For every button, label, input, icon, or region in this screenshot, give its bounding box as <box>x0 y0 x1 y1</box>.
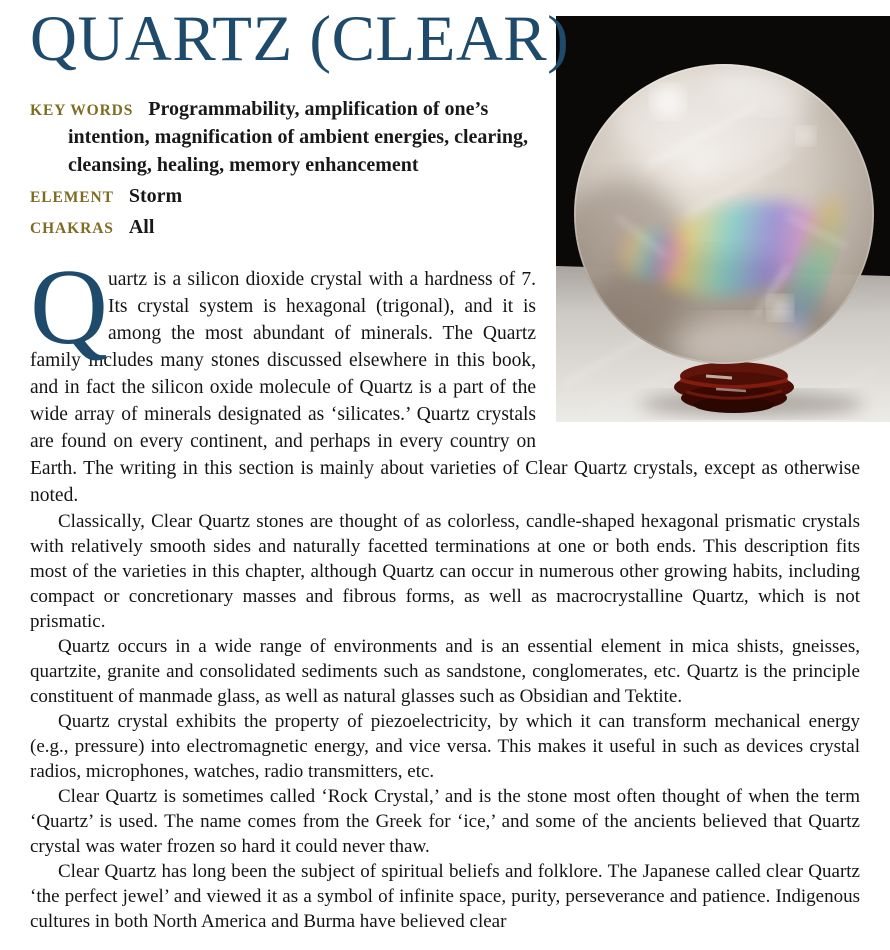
book-page <box>0 2 890 950</box>
paragraph: Quartz occurs in a wide range of environments and is an essential element in mica shists, gneisses, quartzite, granite and consolidated sediments such as sandstone, conglomerates, etc. Quartz is the principle constituent of manmade glass, as well as natural glasses such as Obsidian and Tektite. <box>30 636 860 707</box>
chakras-value: All <box>128 216 155 238</box>
paragraph: Clear Quartz has long been the subject of spiritual beliefs and folklore. The Japanese called clear Quartz ‘the perfect jewel’ and viewed it as a symbol of infinite space, purity, perseverance and patience. Indigenous cultures in both North America and Burma have believed clear <box>30 861 860 932</box>
element-label: ELEMENT <box>30 189 114 206</box>
paragraph-intro-text: uartz is a silicon dioxide crystal with a hardness of 7. Its crystal system is hexagonal (trigonal), and it is among the most abundant of minerals. The Quartz family includes many stones discussed elsewhere in this book, and in fact the silicon oxide molecule of Quartz is a part of the wide array of minerals designated as ‘silicates.’ Quartz crystals are found on every continent, and perhaps in every country on Earth. The writing in this section is mainly about varieties of Clear Quartz crystals, except as otherwise noted. <box>30 269 860 506</box>
key-words-value: Programmability, amplification of one’s intention, magnification of ambient energies, clearing, cleansing, healing, memory enhancement <box>68 98 528 176</box>
key-words-label: KEY WORDS <box>30 102 134 119</box>
paragraph: Classically, Clear Quartz stones are thought of as colorless, candle-shaped hexagonal prismatic crystals with relatively smooth sides and naturally facetted terminations at one or both ends. This description fits most of the varieties in this chapter, although Quartz can occur in numerous other growing habits, including compact or concretionary masses and fibrous forms, as well as macrocrystalline Quartz, which is not prismatic. <box>30 511 860 632</box>
quartz-sphere-photo <box>556 16 890 422</box>
paragraph: Quartz crystal exhibits the property of piezoelectricity, by which it can transform mechanical energy (e.g., pressure) into electromagnetic energy, and vice versa. This makes it useful in such as devices crystal radios, microphones, watches, radio transmitters, etc. <box>30 711 860 782</box>
drop-cap: Q <box>30 248 108 367</box>
wooden-stand <box>674 362 794 413</box>
paragraph: Clear Quartz is sometimes called ‘Rock Crystal,’ and is the stone most often thought of when the term ‘Quartz’ is used. The name comes from the Greek for ‘ice,’ and some of the ancients believed that Quartz crystal was water frozen so hard it could never thaw. <box>30 786 860 857</box>
element-value: Storm <box>128 185 183 207</box>
page-title: QUARTZ (CLEAR) <box>30 3 570 75</box>
chakras-label: CHAKRAS <box>30 220 114 237</box>
quartz-sphere-illustration <box>556 16 890 422</box>
